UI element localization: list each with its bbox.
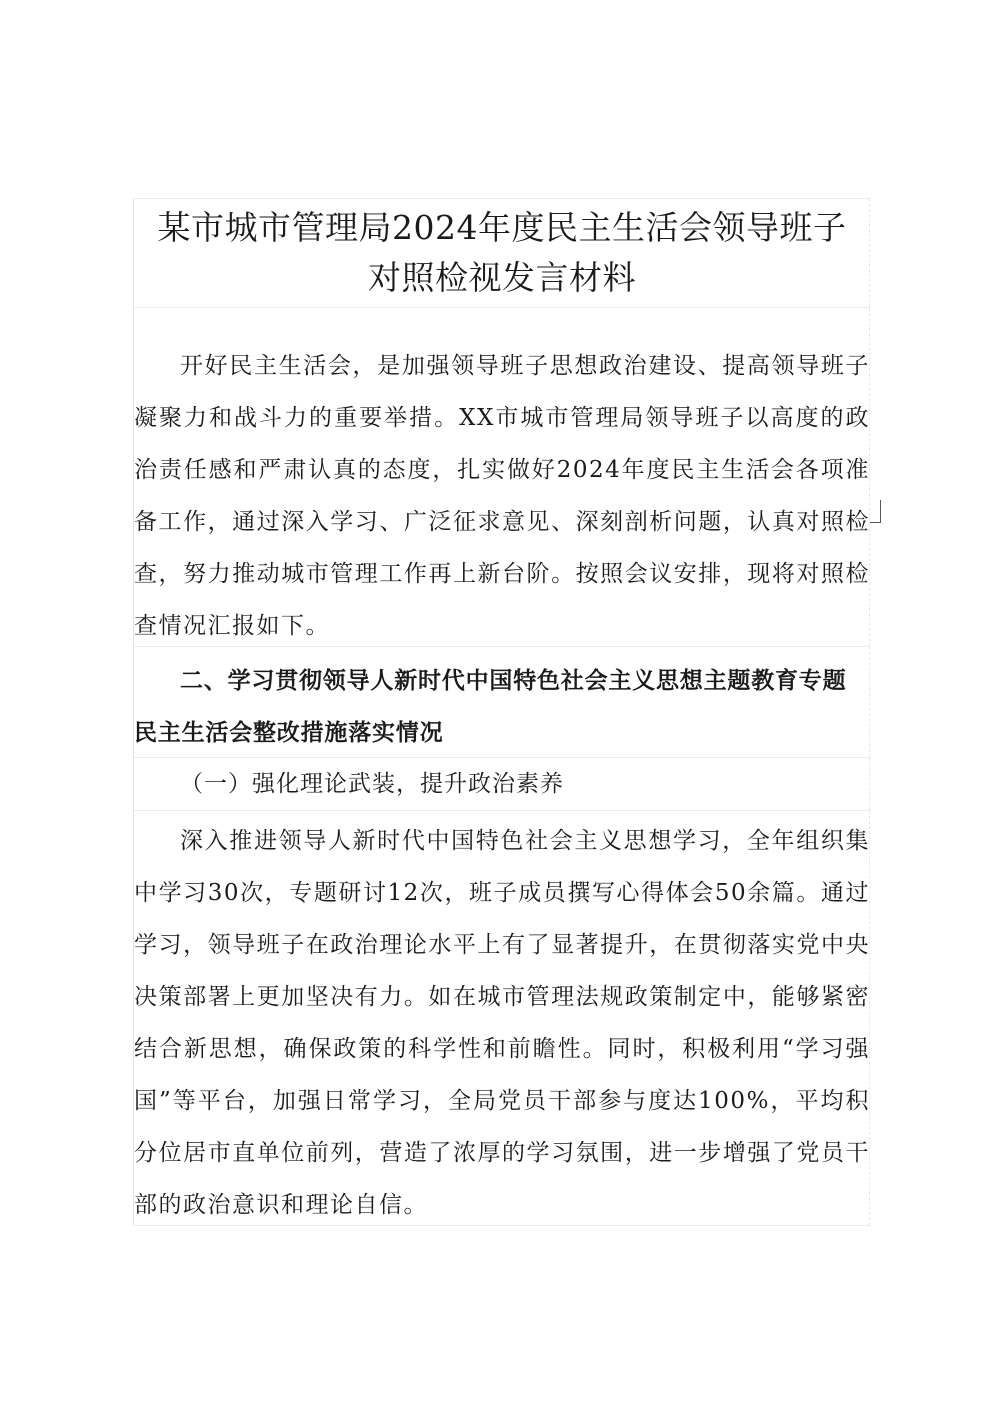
intro-block — [133, 307, 870, 646]
subsection-1-paragraph: 深入推进领导人新时代中国特色社会主义思想学习，全年组织集中学习30次，专题研讨12次，班子成员撰写心得体会50余篇。通过学习，领导班子在政治理论水平上有了显著提升，在贯彻落实党中央决策部署上更加坚决有力。如在城市管理法规政策制定中，能够紧密结合新思想，确保政策的科学性和前瞻性。同时，积极利用“学习强国”等平台，加强日常学习，全局党员干部参与度达100%，平均积分位居市直单位前列，营造了浓厚的学习氛围，进一步增强了党员干部的政治意识和理论自信。 — [134, 828, 870, 1218]
margin-bracket-mark — [870, 500, 881, 523]
section-heading-block — [133, 646, 870, 757]
document-title-line-1: 某市城市管理局2024年度民主生活会领导班子 — [157, 208, 847, 247]
subsection-body-block — [133, 810, 870, 1226]
intro-paragraph: 开好民主生活会，是加强领导班子思想政治建设、提高领导班子凝聚力和战斗力的重要举措。XX市城市管理局领导班子以高度的政治责任感和严肃认真的态度，扎实做好2024年度民主生活会各项准备工作，通过深入学习、广泛征求意见、深刻剖析问题，认真对照检查，努力推动城市管理工作再上新台阶。按照会议安排，现将对照检查情况汇报如下。 — [134, 353, 870, 639]
subsection-heading-block — [133, 757, 870, 810]
title-block — [133, 198, 870, 307]
section-2-heading: 二、学习贯彻领导人新时代中国特色社会主义思想主题教育专题民主生活会整改措施落实情况 — [134, 668, 847, 746]
document-content — [133, 198, 870, 1226]
subsection-1-heading: （一）强化理论武装，提升政治素养 — [180, 771, 564, 797]
document-title-line-2: 对照检视发言材料 — [368, 258, 636, 297]
